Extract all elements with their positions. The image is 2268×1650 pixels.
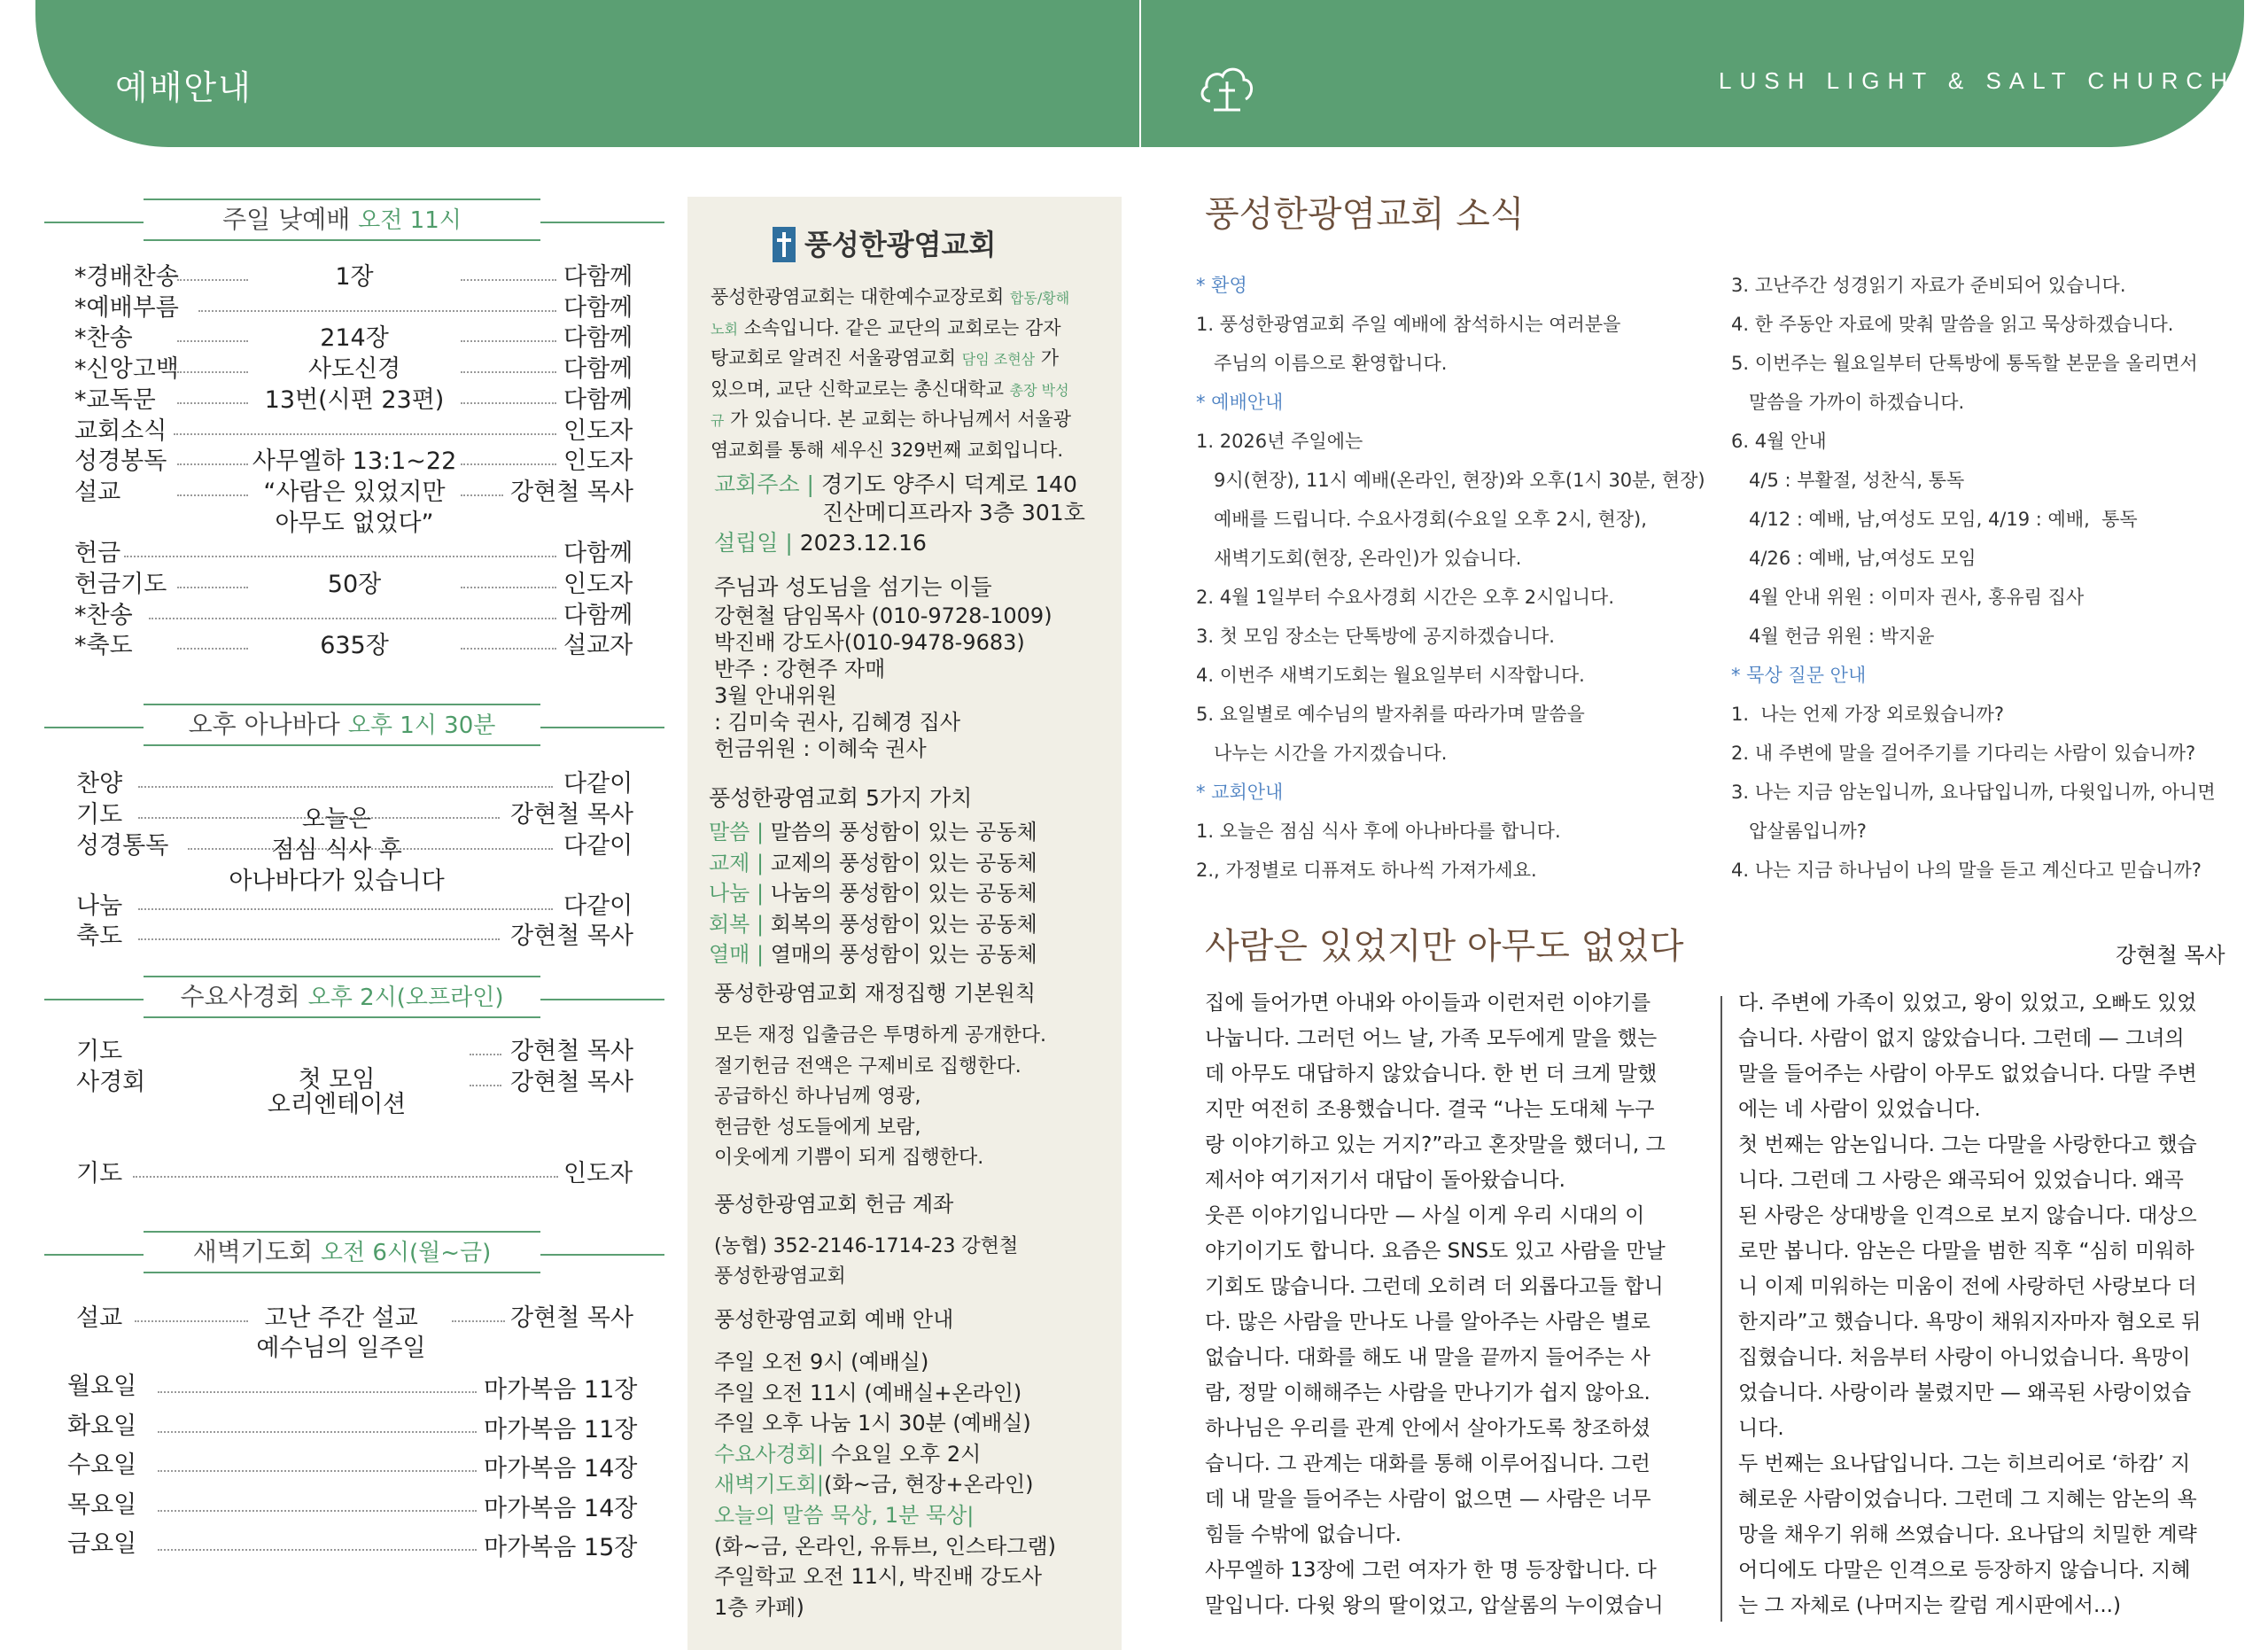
article-line: 두 번째는 요나답입니다. 그는 히브리어로 ‘하캄’ 지 [1738, 1452, 2191, 1475]
intro-segment: 염교회를 통해 세우신 329번째 교회입니다. [711, 439, 1064, 461]
article-line: 한지라”고 했습니다. 욕망이 채워지자마자 혐오로 뒤 [1738, 1311, 2202, 1334]
news-item: 주님의 이름으로 환영합니다. [1196, 353, 1448, 374]
afternoon-item: 성경통독 [76, 832, 169, 860]
service-detail: 사도신경 [307, 355, 401, 384]
afternoon-item: 기도 [76, 801, 123, 829]
article-line: 었습니다. 사랑이라 불렸지만 — 왜곡된 사랑이었습 [1738, 1381, 2192, 1405]
church-info-sidebar [687, 197, 1122, 1650]
church-name: LUSH LIGHT & SALT CHURCH [1719, 67, 2235, 94]
service-item: 설교 [74, 478, 121, 506]
leader-dots [461, 279, 556, 281]
article-line: 힘들 수밖에 없습니다. [1205, 1523, 1402, 1546]
article-line: 망을 채우기 위해 쓰였습니다. 요나답의 치밀한 계략 [1738, 1523, 2197, 1546]
article-column-2 [1738, 985, 2231, 1623]
service-item: 헌금기도 [74, 571, 167, 598]
news-item: 1. 나는 언제 가장 외로웠습니까? [1731, 704, 2004, 725]
news-item: 압살롬입니까? [1731, 821, 1867, 842]
worship-text: 1층 카페) [714, 1594, 804, 1620]
dawn-sermon-detail-1: 고난 주간 설교 [264, 1304, 418, 1332]
article-line: 나눕니다. 그러던 어느 날, 가족 모두에게 말을 했는 [1205, 1027, 1658, 1050]
leader-dots [461, 587, 556, 588]
worship-title: 풍성한광염교회 예배 안내 [714, 1307, 954, 1332]
value-line [709, 878, 1037, 908]
afternoon-time: 오후 1시 30분 [347, 712, 496, 739]
news-item: 4/12 : 예배, 남,여성도 모임, 4/19 : 예배, 통독 [1731, 509, 2138, 530]
article-line: 는 그 자체로 (나머지는 칼럼 게시판에서...) [1738, 1594, 2121, 1617]
service-item: *찬송 [74, 324, 133, 353]
service-item: *찬송 [74, 601, 133, 629]
wednesday-item: 기도 [76, 1038, 123, 1065]
wednesday-time: 오후 2시(오프라인) [307, 985, 504, 1011]
value-text: 나눔의 풍성함이 있는 공동체 [770, 881, 1037, 906]
service-detail: 214장 [320, 324, 389, 353]
afternoon-leader: 다같이 [563, 832, 633, 860]
news-item: * 교회안내 [1196, 782, 1284, 803]
servant-line: 반주 : 강현주 자매 [714, 657, 886, 681]
leader-dots [124, 556, 556, 557]
wednesday-item: 사경회 [76, 1069, 146, 1096]
finance-line: 모든 재정 입출금은 투명하게 공개한다. [714, 1024, 1046, 1047]
leader-dots [470, 1085, 501, 1086]
servant-line: 박진배 강도사(010-9478-9683) [714, 630, 1025, 655]
leader-dots [177, 463, 248, 465]
service-item: *예배부름 [74, 293, 179, 322]
dawn-heading [44, 1231, 664, 1275]
worship-text: (화~금, 현장+온라인) [824, 1472, 1034, 1498]
news-item: 2., 가정별로 디퓨져도 하나씩 가져가세요. [1196, 860, 1537, 881]
article-line: 사무엘하 13장에 그런 여자가 한 명 등장합니다. 다 [1205, 1559, 1657, 1582]
worship-line [714, 1378, 1021, 1408]
service-leader: 다함께 [563, 385, 633, 414]
wednesday-item: 기도 [76, 1160, 123, 1187]
leader-dots [177, 402, 248, 404]
worship-text: (화~금, 온라인, 유튜브, 인스타그램) [714, 1533, 1057, 1559]
afternoon-leader: 강현철 목사 [510, 801, 633, 829]
article-line: 된 사랑은 상대방을 인격으로 보지 않습니다. 대상으 [1738, 1204, 2197, 1227]
dawn-text: 마가복음 14장 [484, 1494, 638, 1522]
finance-title: 풍성한광염교회 재정집행 기본원칙 [714, 981, 1037, 1006]
service-leader: 인도자 [563, 416, 633, 445]
article-line: 집혔습니다. 처음부터 사랑이 아니었습니다. 욕망이 [1738, 1346, 2191, 1369]
value-key: 말씀 | [709, 820, 771, 844]
news-item: 4/5 : 부활절, 성찬식, 통독 [1731, 470, 1965, 491]
dawn-day: 목요일 [67, 1490, 137, 1519]
article-column-divider [1720, 996, 1722, 1622]
news-item: 새벽기도회(현장, 온라인)가 있습니다. [1196, 548, 1522, 569]
afternoon-title: 오후 아나바다 [188, 710, 340, 739]
article-line: 웃픈 이야기입니다만 — 사실 이게 우리 시대의 이 [1205, 1204, 1645, 1227]
worship-line [714, 1469, 1034, 1499]
dawn-sermon-who: 강현철 목사 [510, 1304, 633, 1332]
worship-text: 주일 오후 나눔 1시 30분 (예배실) [714, 1411, 1031, 1436]
article-line: 혜로운 사람이었습니다. 그런데 그 지혜는 암논의 욕 [1738, 1488, 2197, 1511]
page-title: 예배안내 [115, 68, 252, 107]
service-leader: 강현철 목사 [510, 478, 633, 506]
news-item: 말씀을 가까이 하겠습니다. [1731, 392, 1965, 413]
value-line [709, 909, 1037, 939]
worship-text: 주일 오전 11시 (예배실+온라인) [714, 1380, 1022, 1405]
news-item: 2. 4월 1일부터 수요사경회 시간은 오후 2시입니다. [1196, 587, 1614, 608]
leader-dots [461, 371, 556, 373]
sunday-service-title: 주일 낮예배 [222, 205, 351, 234]
afternoon-heading [44, 704, 664, 748]
servants-title: 주님과 성도님을 섬기는 이들 [714, 574, 992, 600]
news-item: * 묵상 질문 안내 [1731, 665, 1867, 686]
afternoon-item: 축도 [76, 922, 123, 950]
worship-line [714, 1592, 804, 1623]
leader-dots [138, 908, 553, 910]
article-line: 습니다. 그 관계는 대화를 통해 이루어집니다. 그런 [1205, 1452, 1651, 1475]
finance-line: 공급하신 하나님께 영광, [714, 1086, 921, 1108]
news-item: 6. 4월 안내 [1731, 431, 1827, 452]
news-item: 1. 2026년 주일에는 [1196, 431, 1363, 452]
leader-dots [149, 618, 556, 619]
service-leader: 다함께 [563, 324, 633, 353]
service-detail: 13번(시편 23편) [264, 385, 445, 414]
church-logo-icon [773, 227, 796, 262]
leader-dots [198, 310, 556, 312]
news-item: 9시(현장), 11시 예배(온라인, 현장)와 오후(1시 30분, 현장) [1196, 470, 1705, 491]
value-key: 나눔 | [709, 881, 771, 906]
news-item: 나누는 시간을 가지겠습니다. [1196, 743, 1448, 764]
leader-dots [177, 494, 248, 496]
leader-dots [158, 1470, 477, 1472]
intro-segment: 담임 조현삼 [961, 351, 1036, 368]
intro-segment: 소속입니다. 같은 교단의 교회로는 감자 [737, 316, 1061, 339]
value-key: 회복 | [709, 911, 771, 937]
article-line: 에는 네 사람이 있었습니다. [1738, 1098, 1981, 1121]
service-item: *축도 [74, 632, 133, 660]
dawn-text: 마가복음 11장 [484, 1415, 638, 1444]
worship-key: 새벽기도회| [714, 1472, 825, 1498]
service-detail: 아무도 없었다” [275, 509, 434, 537]
dawn-day: 금요일 [67, 1530, 137, 1558]
worship-line [714, 1347, 928, 1377]
dawn-sermon-detail-2: 예수님의 일주일 [256, 1335, 426, 1362]
dawn-text: 마가복음 15장 [484, 1534, 638, 1561]
article-line: 니 이제 미워하는 미움이 전에 사랑하던 사랑보다 더 [1738, 1275, 2197, 1298]
article-title: 사람은 있었지만 아무도 없었다 [1205, 926, 1684, 967]
servant-line: 강현철 담임목사 (010-9728-1009) [714, 603, 1052, 628]
article-line: 랑 이야기하고 있는 거지?”라고 혼잣말을 했더니, 그 [1205, 1133, 1666, 1156]
value-line [709, 817, 1037, 847]
afternoon-note-2: 점심 식사 후 [271, 837, 402, 864]
finance-line: 헌금한 성도들에게 보람, [714, 1116, 921, 1139]
intro-line [711, 404, 1071, 436]
service-leader: 인도자 [563, 571, 633, 598]
value-line [709, 939, 1037, 969]
founded-date: 2023.12.16 [799, 530, 927, 556]
address-1: 경기도 양주시 덕계로 140 [820, 471, 1077, 497]
news-item: * 예배안내 [1196, 392, 1284, 413]
dawn-text: 마가복음 11장 [484, 1376, 638, 1404]
leader-dots [177, 340, 248, 342]
wednesday-note-2: 오리엔테이션 [267, 1091, 407, 1118]
founded-label: 설립일 | [714, 530, 793, 556]
news-item: 4. 이번주 새벽기도회는 월요일부터 시작합니다. [1196, 665, 1585, 686]
afternoon-leader: 강현철 목사 [510, 922, 633, 950]
leader-dots [158, 1391, 477, 1393]
news-title: 풍성한광염교회 소식 [1205, 194, 1525, 235]
leader-dots [461, 494, 503, 496]
news-item: 5. 이번주는 월요일부터 단톡방에 통독할 본문을 올리면서 [1731, 353, 2198, 374]
afternoon-item: 나눔 [76, 892, 123, 920]
intro-segment: 총장 박성 [1009, 381, 1069, 399]
article-line: 다. 주변에 가족이 있었고, 왕이 있었고, 오빠도 있었 [1738, 992, 2197, 1015]
worship-text: 주일 오전 9시 (예배실) [714, 1350, 929, 1374]
worship-text: 수요일 오후 2시 [824, 1441, 982, 1467]
servant-line: : 김미숙 권사, 김혜경 집사 [714, 710, 961, 735]
leader-dots [177, 371, 248, 373]
account-2: 풍성한광염교회 [714, 1265, 846, 1288]
dawn-day: 화요일 [67, 1412, 137, 1440]
intro-segment: 노회 [711, 320, 738, 338]
article-line: 로만 봅니다. 암논은 다말을 범한 직후 “심히 미워하 [1738, 1240, 2194, 1263]
worship-line [714, 1531, 1056, 1561]
service-item: *신앙고백 [74, 355, 179, 384]
worship-line [714, 1561, 1042, 1592]
leader-dots [138, 938, 500, 940]
intro-segment: 탕교회로 알려진 서울광염교회 [711, 347, 962, 369]
article-line: 데 아무도 대답하지 않았습니다. 한 번 더 크게 말했 [1205, 1062, 1658, 1086]
account-1: (농협) 352-2146-1714-23 강현철 [714, 1235, 1019, 1257]
sunday-service-heading [44, 198, 664, 243]
afternoon-note-3: 아나바다가 있습니다 [229, 868, 445, 895]
leader-dots [461, 648, 556, 650]
servant-line: 3월 안내위원 [714, 683, 837, 708]
leader-dots [177, 648, 248, 650]
service-item: 헌금 [74, 540, 121, 568]
news-item: 1. 풍성한광염교회 주일 예배에 참석하시는 여러분을 [1196, 314, 1621, 335]
leader-dots [470, 1054, 501, 1055]
news-item: 4/26 : 예배, 남,여성도 모임 [1731, 548, 1977, 569]
value-text: 교제의 풍성함이 있는 공동체 [770, 850, 1037, 876]
news-item: * 환영 [1196, 275, 1247, 296]
leader-dots [158, 1510, 477, 1512]
leader-dots [461, 402, 556, 404]
worship-key: 수요사경회| [714, 1441, 825, 1467]
article-line: 데 내 말을 들어주는 사람이 없으면 — 사람은 너무 [1205, 1488, 1651, 1511]
address-2: 진산메디프라자 3층 301호 [822, 500, 1085, 525]
service-item: 교회소식 [74, 416, 167, 445]
news-item: 3. 고난주간 성경읽기 자료가 준비되어 있습니다. [1731, 275, 2126, 296]
afternoon-item: 찬양 [76, 770, 123, 798]
intro-segment: 풍성한광염교회는 대한예수교장로회 [711, 286, 1010, 307]
article-line: 집에 들어가면 아내와 아이들과 이런저런 이야기를 [1205, 992, 1651, 1015]
intro-segment: 있으며, 교단 신학교로는 총신대학교 [711, 377, 1010, 400]
article-column-1 [1205, 985, 1697, 1623]
article-line: 니다. [1738, 1417, 1784, 1440]
article-line: 어디에도 다말은 인격으로 등장하지 않습니다. 지혜 [1738, 1559, 2191, 1582]
service-detail: “사람은 있었지만 [263, 478, 446, 506]
founded-line [714, 528, 927, 558]
article-author: 강현철 목사 [2116, 943, 2225, 968]
leader-dots [177, 587, 248, 588]
intro-line [711, 343, 1059, 375]
worship-key: 오늘의 말씀 묵상, 1분 묵상| [714, 1503, 975, 1528]
dawn-sermon-label: 설교 [76, 1304, 123, 1332]
news-item: 1. 오늘은 점심 식사 후에 아나바다를 합니다. [1196, 821, 1561, 842]
service-leader: 다함께 [563, 263, 633, 291]
article-line: 야기이기도 합니다. 요즘은 SNS도 있고 사람을 만날 [1205, 1240, 1666, 1263]
article-line: 하나님은 우리를 관계 안에서 살아가도록 창조하셨 [1205, 1417, 1651, 1440]
servant-line: 헌금위원 : 이혜숙 권사 [714, 736, 927, 761]
intro-segment: 가 있습니다. 본 교회는 하나님께서 서울광 [724, 409, 1072, 430]
service-detail: 50장 [327, 571, 382, 598]
finance-line: 절기헌금 전액은 구제비로 집행한다. [714, 1055, 1021, 1078]
intro-line [711, 374, 1069, 406]
worship-text: 주일학교 오전 11시, 박진배 강도사 [714, 1564, 1043, 1590]
article-line: 니다. 그런데 그 사랑은 왜곡되어 있었습니다. 왜곡 [1738, 1169, 2184, 1192]
news-item: 4월 헌금 위원 : 박지윤 [1731, 626, 1935, 647]
article-line: 다. 많은 사람을 만나도 나를 알아주는 사람은 별로 [1205, 1311, 1651, 1334]
value-line [709, 848, 1037, 878]
intro-segment: 합동/황해 [1009, 290, 1070, 307]
service-leader: 다함께 [563, 355, 633, 384]
leader-dots [452, 1320, 505, 1322]
value-text: 말씀의 풍성함이 있는 공동체 [770, 820, 1037, 844]
wednesday-heading [44, 976, 664, 1020]
leader-dots [461, 340, 556, 342]
service-detail: 사무엘하 13:1~22 [252, 448, 457, 476]
service-leader: 인도자 [563, 448, 633, 476]
worship-line [714, 1500, 974, 1530]
service-detail: 1장 [335, 263, 374, 291]
service-detail: 635장 [320, 632, 389, 660]
intro-line [711, 282, 1069, 314]
values-title: 풍성한광염교회 5가지 가치 [709, 785, 973, 811]
news-item: 2. 내 주변에 말을 걸어주기를 기다리는 사람이 있습니까? [1731, 743, 2196, 764]
wednesday-title: 수요사경회 [180, 982, 300, 1011]
church-cloud-cross-icon [1198, 58, 1256, 113]
article-line: 제서야 여기저기서 대답이 돌아왔습니다. [1205, 1169, 1565, 1192]
dawn-time: 오전 6시(월~금) [320, 1240, 492, 1266]
value-key: 열매 | [709, 942, 771, 967]
news-item: 4. 한 주동안 자료에 맞춰 말씀을 읽고 묵상하겠습니다. [1731, 314, 2174, 335]
service-item: 성경봉독 [74, 448, 167, 476]
value-text: 열매의 풍성함이 있는 공동체 [770, 942, 1037, 967]
wednesday-leader: 인도자 [563, 1160, 633, 1187]
service-item: *교독문 [74, 385, 156, 414]
value-text: 회복의 풍성함이 있는 공동체 [770, 911, 1037, 937]
value-key: 교제 | [709, 850, 771, 876]
dawn-day: 월요일 [67, 1373, 137, 1400]
service-leader: 다함께 [563, 293, 633, 322]
article-line: 말을 들어주는 사람이 아무도 없었습니다. 다말 주변 [1738, 1062, 2197, 1086]
leader-dots [135, 1320, 248, 1322]
service-leader: 설교자 [563, 632, 633, 660]
news-item: 3. 나는 지금 암논입니까, 요나답입니까, 다윗입니까, 아니면 [1731, 782, 2216, 803]
address-label: 교회주소 | [714, 471, 814, 497]
leader-dots [174, 433, 556, 435]
church-logo-text: 풍성한광염교회 [804, 228, 997, 261]
wednesday-leader: 강현철 목사 [510, 1069, 633, 1096]
intro-segment: 규 [711, 412, 725, 429]
service-leader: 다함께 [563, 601, 633, 629]
article-line: 첫 번째는 암논입니다. 그는 다말을 사랑한다고 했습 [1738, 1133, 2197, 1156]
leader-dots [158, 1431, 477, 1433]
article-line: 없습니다. 대화를 해도 내 말을 끝까지 들어주는 사 [1205, 1346, 1651, 1369]
leader-dots [133, 1176, 558, 1178]
dawn-title: 새벽기도회 [192, 1237, 313, 1266]
leader-dots [177, 279, 248, 281]
article-line: 람, 정말 이해해주는 사람을 만나기가 쉽지 않아요. [1205, 1381, 1651, 1405]
leader-dots [461, 463, 556, 465]
finance-line: 이웃에게 기쁨이 되게 집행한다. [714, 1147, 984, 1169]
address-line-1 [714, 470, 1077, 500]
wednesday-leader: 강현철 목사 [510, 1038, 633, 1065]
news-item: 예배를 드립니다. 수요사경회(수요일 오후 2시, 현장), [1196, 509, 1647, 530]
service-item: *경배찬송 [74, 263, 179, 291]
worship-line [714, 1439, 981, 1469]
news-item: 4. 나는 지금 하나님이 나의 말을 듣고 계신다고 믿습니까? [1731, 860, 2202, 881]
leader-dots [138, 786, 553, 788]
account-title: 풍성한광염교회 헌금 계좌 [714, 1192, 954, 1217]
afternoon-note-1: 오늘은 [301, 806, 372, 833]
leader-dots [158, 1549, 477, 1551]
service-leader: 다함께 [563, 540, 633, 568]
intro-segment: 가 [1035, 347, 1060, 369]
wednesday-note-1: 첫 모임 [298, 1066, 376, 1094]
article-line: 말입니다. 다윗 왕의 딸이었고, 압살롬의 누이였습니 [1205, 1594, 1664, 1617]
dawn-day: 수요일 [67, 1452, 137, 1479]
afternoon-leader: 다같이 [563, 770, 633, 798]
intro-line [711, 313, 1061, 345]
article-line: 지만 여전히 조용했습니다. 결국 “나는 도대체 누구 [1205, 1098, 1655, 1121]
intro-line [711, 435, 1063, 465]
news-item: 3. 첫 모임 장소는 단톡방에 공지하겠습니다. [1196, 626, 1555, 647]
article-line: 기회도 많습니다. 그런데 오히려 더 외롭다고들 합니 [1205, 1275, 1664, 1298]
news-item: 5. 요일별로 예수님의 발자취를 따라가며 말씀을 [1196, 704, 1585, 725]
article-line: 습니다. 사람이 없지 않았습니다. 그런데 — 그녀의 [1738, 1027, 2185, 1050]
sunday-service-time: 오전 11시 [358, 207, 462, 234]
news-item: 4월 안내 위원 : 이미자 권사, 홍유림 집사 [1731, 587, 2085, 608]
worship-line [714, 1408, 1031, 1438]
dawn-text: 마가복음 14장 [484, 1455, 638, 1483]
afternoon-leader: 다같이 [563, 892, 633, 920]
